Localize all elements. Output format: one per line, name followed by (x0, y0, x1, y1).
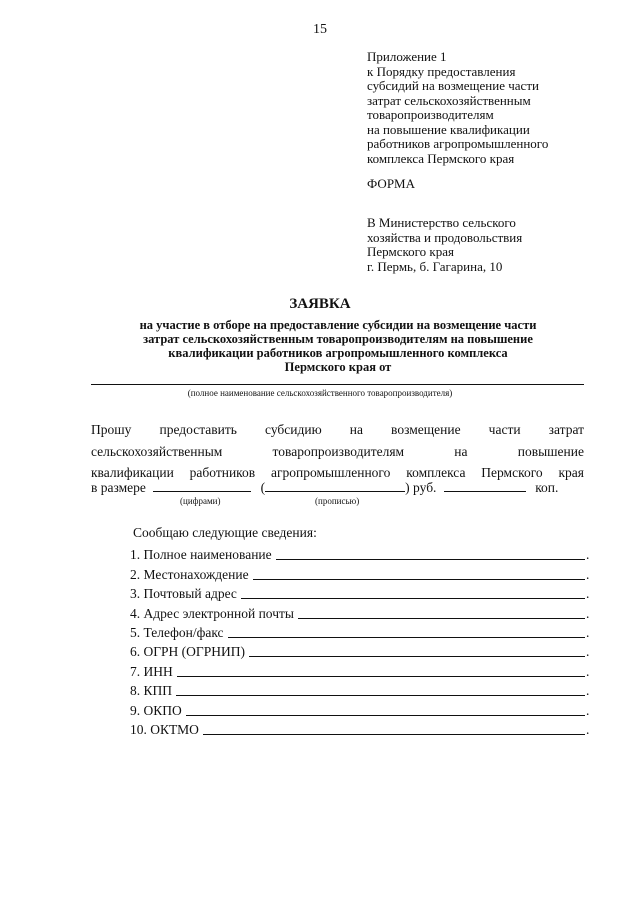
field-inn (130, 660, 590, 679)
appendix-line: Приложение 1 (367, 49, 447, 64)
amount-digits-field[interactable] (153, 479, 251, 492)
appendix-line: комплекса Пермского края (367, 150, 515, 166)
kpp-input[interactable] (176, 694, 585, 696)
field-label: 5. Телефон/факс (130, 624, 224, 640)
email-input[interactable] (298, 617, 585, 619)
field-label: 9. ОКПО (130, 702, 182, 718)
okpo-input[interactable] (186, 714, 585, 716)
addressee-line: г. Пермь, б. Гагарина, 10 (367, 258, 503, 274)
info-intro: Сообщаю следующие сведения: (133, 525, 317, 540)
subtitle-line: затрат сельскохозяйственным товаропроизводителям на повышение (143, 332, 533, 346)
field-end: . (586, 566, 590, 582)
page-number: 15 (313, 22, 327, 37)
inn-input[interactable] (177, 675, 585, 677)
producer-name-field[interactable] (91, 384, 584, 385)
appendix-line: к Порядку предоставления (367, 63, 516, 79)
appendix-line: затрат сельскохозяйственным (367, 92, 531, 108)
request-word: повышение (517, 443, 584, 459)
producer-name-caption: (полное наименование сельскохозяйственного товаропроизводителя) (187, 388, 453, 398)
addressee-line: Пермского края (367, 244, 454, 259)
oktmo-input[interactable] (203, 733, 585, 735)
field-label: 4. Адрес электронной почты (130, 605, 294, 621)
field-ogrn (130, 641, 590, 660)
field-label: 7. ИНН (130, 663, 173, 679)
subtitle-line: квалификации работников агропромышленного комплекса (168, 346, 508, 360)
kop-label: коп. (535, 480, 559, 495)
addressee-line: В Министерство сельского (367, 215, 516, 230)
field-oktmo (130, 719, 590, 738)
field-label: 1. Полное наименование (130, 547, 272, 563)
appendix-line: на повышение квалификации (367, 121, 530, 137)
appendix-line: субсидий на возмещение части (367, 78, 539, 93)
rub-label: руб. (413, 480, 437, 495)
open-paren: ( (260, 480, 266, 495)
amount-words-field[interactable] (265, 479, 405, 492)
words-caption: (прописью) (315, 496, 360, 506)
field-end: . (586, 547, 590, 563)
request-word: сельскохозяйственным (91, 443, 223, 459)
document-title: ЗАЯВКА (289, 296, 351, 312)
location-input[interactable] (253, 578, 585, 580)
field-end: . (586, 644, 590, 660)
field-end: . (586, 721, 590, 737)
appendix-header (367, 50, 607, 166)
request-word: товаропроизводителям (272, 443, 405, 459)
field-full-name (130, 544, 590, 563)
addressee-block (367, 216, 522, 274)
field-end: . (586, 586, 590, 602)
request-line-3: квалификации работников агропромышленного комплекса Пермского края (91, 465, 584, 480)
field-end: . (586, 683, 590, 699)
field-end: . (586, 624, 590, 640)
kopecks-field[interactable] (444, 479, 526, 492)
digits-caption: (цифрами) (180, 496, 221, 506)
info-fields-list (130, 544, 590, 738)
request-paragraph (91, 419, 584, 484)
form-label: ФОРМА (367, 176, 415, 191)
field-end: . (586, 702, 590, 718)
field-location (130, 563, 590, 582)
request-word: на (454, 443, 468, 459)
field-email (130, 602, 590, 621)
field-label: 2. Местонахождение (130, 566, 249, 582)
postal-address-input[interactable] (241, 597, 585, 599)
appendix-line: работников агропромышленного (367, 136, 549, 151)
field-postal-address (130, 583, 590, 602)
close-paren: ) (405, 480, 410, 495)
request-line-2 (91, 441, 584, 463)
field-label: 3. Почтовый адрес (130, 586, 237, 602)
field-phone-fax (130, 622, 590, 641)
request-line-1: Прошу предоставить субсидию на возмещение части затрат (91, 422, 584, 437)
field-kpp (130, 680, 590, 699)
full-name-input[interactable] (276, 558, 585, 560)
subtitle-line: Пермского края от (284, 360, 392, 374)
appendix-line: товаропроизводителям (367, 107, 494, 122)
subtitle-line: на участие в отборе на предоставление субсидии на возмещение части (139, 318, 537, 332)
field-label: 8. КПП (130, 683, 173, 699)
field-end: . (586, 663, 590, 679)
field-label: 10. ОКТМО (130, 721, 199, 737)
field-label: 6. ОГРН (ОГРНИП) (130, 644, 245, 660)
phone-fax-input[interactable] (228, 636, 585, 638)
amount-prefix: в размере (91, 480, 146, 495)
field-end: . (586, 605, 590, 621)
ogrn-input[interactable] (249, 655, 585, 657)
document-subtitle (70, 318, 606, 374)
amount-row (91, 479, 558, 496)
field-okpo (130, 699, 590, 718)
addressee-line: хозяйства и продовольствия (367, 229, 523, 245)
